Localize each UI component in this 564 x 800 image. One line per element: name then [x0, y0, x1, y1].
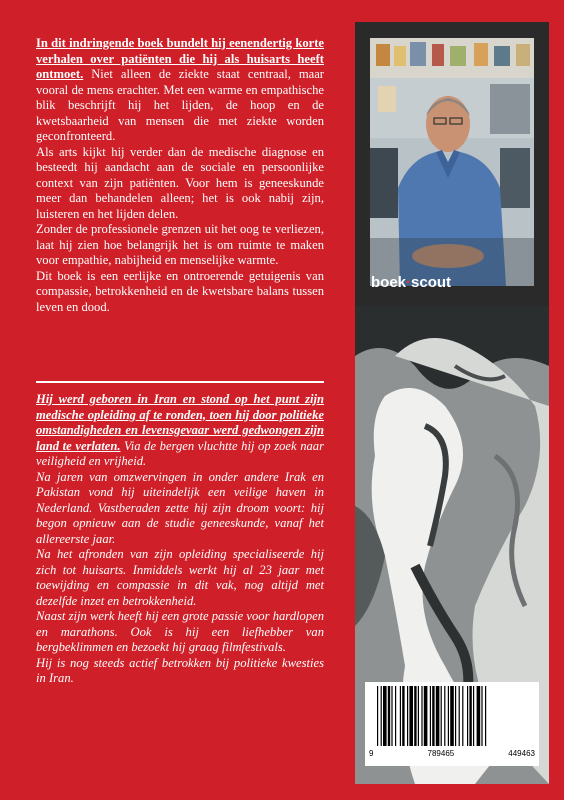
bio-paragraph-1 — [36, 392, 324, 470]
author-bio — [36, 392, 324, 687]
bio-lead: Hij werd geboren in Iran en stond op het punt zijn medische opleiding af te ronden, toen hij door politieke omstandigheden en levensgevaar werd gedwongen zijn land te verlaten. — [36, 392, 324, 453]
right-panel — [355, 22, 549, 784]
barcode-digits-left: 789465 — [427, 749, 455, 758]
blurb-p1-rest: Niet alleen de ziekte staat centraal, maar vooral de mens erachter. Met een warme en empathische blik beschrijft hij het lijden, de hoop en de kwetsbaarheid van mensen die met ziekte worden geconfronteerd. — [36, 67, 324, 143]
blurb-paragraph-3: Zonder de professionele grenzen uit het oog te verliezen, laat hij zien hoe belangrijk het is om ruimte te maken voor empathie, nabijheid en menselijke warmte. — [36, 222, 324, 267]
blurb-lead: In dit indringende boek bundelt hij eenendertig korte verhalen over patiënten die hij als huisarts heeft ontmoet. — [36, 36, 324, 81]
publisher-logo — [371, 274, 451, 291]
barcode — [365, 682, 539, 766]
bio-paragraph-5: Hij is nog steeds actief betrokken bij politieke kwesties in Iran. — [36, 655, 324, 685]
bio-paragraph-2: Na jaren van omzwervingen in onder andere Irak en Pakistan vond hij uiteindelijk een veilige haven in Nederland. Vastberaden zette hij zijn droom voort: hij begon opnieuw aan de studie geneeskunde, vanaf het allereerste jaar. — [36, 469, 324, 546]
barcode-bars — [365, 682, 539, 748]
logo-dot: · — [406, 274, 412, 291]
barcode-digits — [369, 749, 535, 758]
section-divider — [36, 381, 324, 383]
author-photo — [370, 38, 534, 286]
blurb-paragraph-1 — [36, 36, 324, 145]
back-cover-blurb — [36, 36, 324, 315]
logo-part1: boek — [371, 274, 407, 291]
bio-p1-rest: Via de bergen vluchtte hij op zoek naar veiligheid en vrijheid. — [36, 438, 324, 468]
bio-paragraph-3: Na het afronden van zijn opleiding specialiseerde hij zich tot huisarts. Inmiddels werkt hij al 23 jaar met toewijding en compassie in dit vak, nog altijd met dezelfde inzet en betrokkenheid. — [36, 547, 324, 608]
blurb-paragraph-4: Dit boek is een eerlijke en ontroerende getuigenis van compassie, betrokkenheid en de kwetsbare balans tussen leven en dood. — [36, 268, 324, 314]
logo-part2: scout — [411, 274, 452, 291]
bio-paragraph-4: Naast zijn werk heeft hij een grote passie voor hardlopen en marathons. Ook is hij een liefhebber van bergbeklimmen en bezoekt hij graag filmfestivals. — [36, 609, 324, 654]
blurb-paragraph-2: Als arts kijkt hij verder dan de medische diagnose en besteedt hij aandacht aan de sociale en persoonlijke context van zijn patiënten. Voor hem is geneeskunde meer dan behandelen alleen; het is ook nabij zijn, luisteren en het lijden delen. — [36, 144, 324, 221]
barcode-digits-right: 449463 — [508, 749, 535, 758]
barcode-digit-lead: 9 — [369, 749, 374, 758]
